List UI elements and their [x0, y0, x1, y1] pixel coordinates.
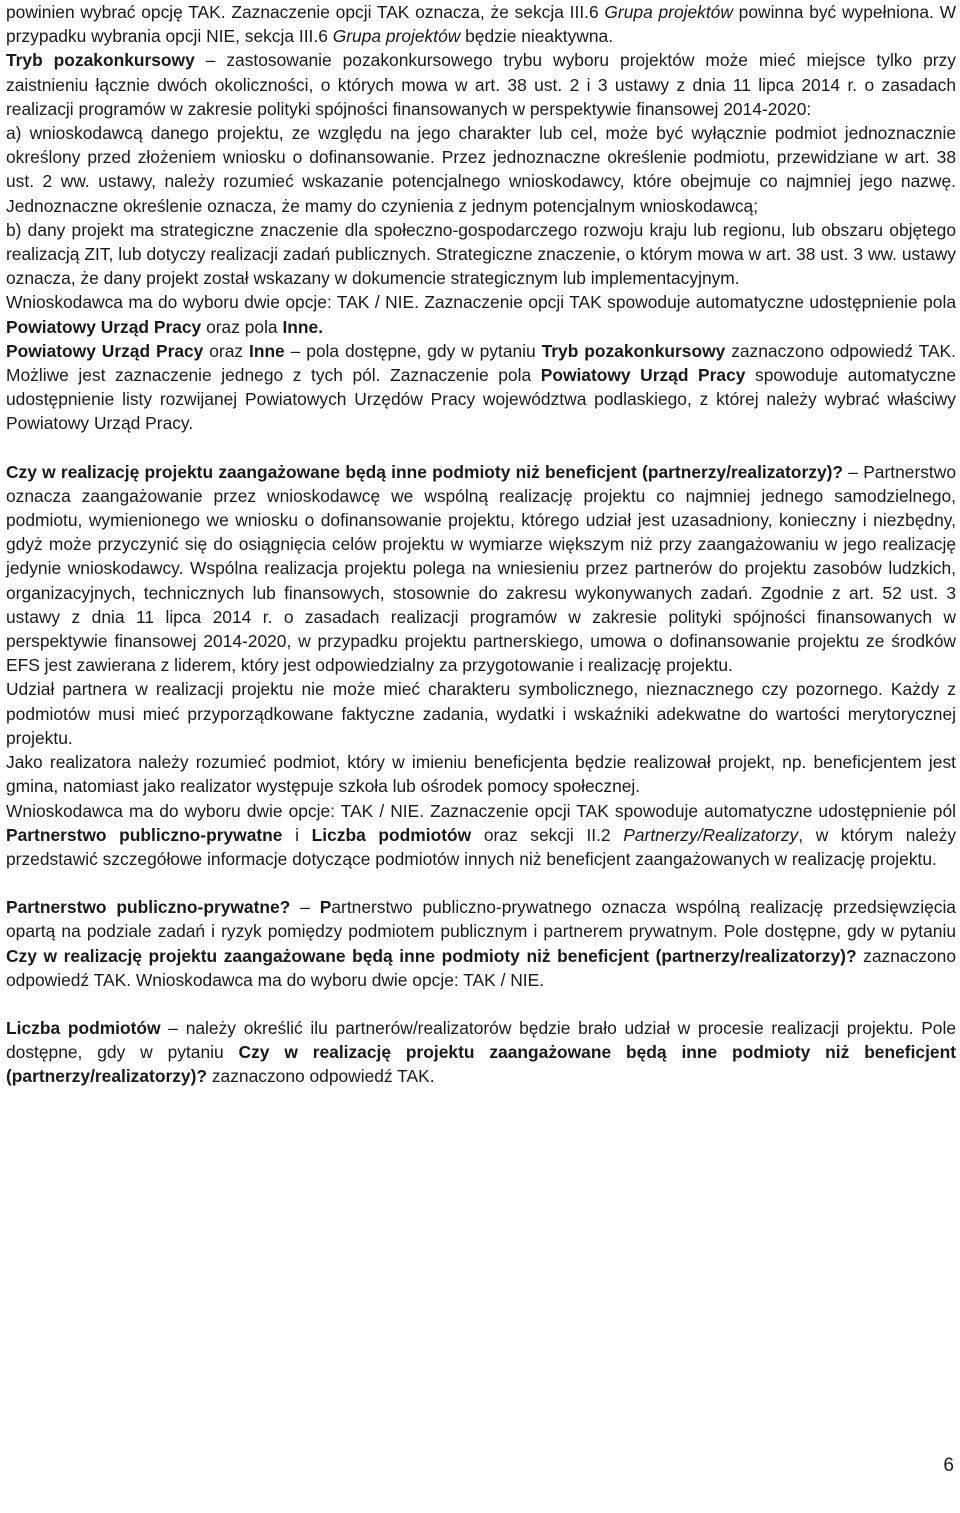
text: Wnioskodawca ma do wyboru dwie opcje: TAK / NIE. Zaznaczenie opcji TAK spowoduje automatyczne udostępnienie pola	[6, 292, 956, 313]
paragraph-options-partnerstwo	[6, 799, 956, 872]
bold-term: Czy w realizację projektu zaangażowane będą inne podmioty niż beneficjent (partnerzy/realizatorzy)?	[6, 945, 857, 966]
text: spowoduje automatyczne udostępnienie listy rozwijanej Powiatowych Urzędów Pracy województwa podlaskiego, z której należy wybrać właściwy Powiatowy Urząd Pracy.	[6, 365, 956, 434]
paragraph-ppp	[6, 895, 956, 992]
text: oraz sekcji II.2	[471, 824, 624, 845]
italic-term: Grupa projektów	[604, 2, 733, 22]
text: powinna być wypełniona. W przypadku wybrania opcji NIE, sekcja III.6	[6, 2, 957, 47]
paragraph-options-tak-nie	[6, 290, 956, 338]
text: oraz	[203, 340, 249, 361]
text: powinien wybrać opcję TAK. Zaznaczenie opcji TAK oznacza, że sekcja III.6	[6, 2, 605, 22]
text: – pola dostępne, gdy w pytaniu	[284, 340, 542, 361]
bold-term: Inne	[248, 340, 285, 361]
text: będzie nieaktywna.	[460, 26, 614, 47]
italic-term: Grupa projektów	[332, 26, 461, 47]
text: artnerstwo publiczno-prywatnego oznacza wspólną realizację przedsięwzięcia opartą na podziale zadań i ryzyk pomiędzy podmiotem publicznym i partnerem prywatnym. Pole dostępne, gdy w pytaniu	[6, 897, 956, 942]
text: – zastosowanie pozakonkursowego trybu wyboru projektów może mieć miejsce tylko przy zaistnieniu łącznie dwóch okoliczności, o których mowa w art. 38 ust. 2 i 3 ustawy z dnia 11 lipca 2014 r. o zasadach realizacji programów w zakresie polityki spójności finansowanych w perspektywie finansowej 2014-2020:	[6, 50, 956, 119]
paragraph-partnerzy	[6, 460, 956, 678]
bold-term: Partnerstwo publiczno-prywatne?	[6, 897, 291, 918]
text: – należy określić ilu partnerów/realizatorów będzie brało udział w procesie realizacji projektu. Pole dostępne, gdy w pytaniu	[6, 1017, 956, 1063]
paragraph-realizator: Jako realizatora należy rozumieć podmiot, który w imieniu beneficjenta będzie realizował projekt, np. beneficjentem jest gmina, natomiast jako realizator występuje szkoła lub ośrodek pomocy społecznej.	[6, 752, 956, 797]
text: – Partnerstwo oznacza zaangażowanie przez wnioskodawcę we wspólną realizację projektu co najmniej jednego samodzielnego, podmiotu, wymienionego we wniosku o dofinansowanie projektu, którego udział jest uzasadniony, konieczny i niezbędny, gdyż może przyczynić się do osiągnięcia celów projektu w wymiarze większym niż przy zaangażowaniu w jego realizację jedynie wnioskodawcy. Wspólna realizacja projektu polega na wniesieniu przez partnerów do projektu zasobów ludzkich, organizacyjnych, technicznych lub finansowych, stosownie do zakresu wykonywanych zadań. Zgodnie z art. 52 ust. 3 ustawy z dnia 11 lipca 2014 r. o zasadach realizacji programów w zakresie polityki spójności finansowanych w perspektywie finansowej 2014-2020, w przypadku projektu partnerskiego, umowa o dofinansowanie projektu ze środków EFS jest zawierana z liderem, który jest odpowiedzialny za przygotowanie i realizację projektu.	[6, 461, 956, 676]
bold-term: Inne.	[282, 316, 324, 337]
text: –	[290, 897, 320, 918]
bold-term: Tryb pozakonkursowy	[6, 50, 195, 71]
bold-term: Liczba podmiotów	[6, 1017, 161, 1038]
paragraph-tryb-pozakonkursowy	[6, 48, 956, 121]
paragraph-powiatowy-urzad-pracy	[6, 339, 956, 436]
paragraph-udzial-partnera: Udział partnera w realizacji projektu nie może mieć charakteru symbolicznego, nieznacznego czy pozornego. Każdy z podmiotów musi mieć przyporządkowane faktyczne zadania, wydatki i wskaźniki adekwatne do wartości merytorycznej projektu.	[6, 679, 956, 748]
bold-term: Czy w realizację projektu zaangażowane będą inne podmioty niż beneficjent (partnerzy/realizatorzy)?	[6, 461, 844, 482]
text: , w którym należy przedstawić szczegółowe informacje dotyczące podmiotów innych niż beneficjent zaangażowanych w realizację projektu.	[6, 824, 957, 869]
bold-term: Liczba podmiotów	[311, 824, 472, 845]
bold-term: Czy w realizację projektu zaangażowane będą inne podmioty niż beneficjent (partnerzy/realizatorzy)?	[6, 1042, 956, 1087]
paragraph-liczba-podmiotow	[6, 1016, 956, 1089]
paragraph-gap	[6, 436, 956, 460]
text: i	[282, 824, 312, 845]
text: oraz pola	[201, 316, 283, 337]
paragraph-gap	[6, 992, 956, 1016]
bold-term: Partnerstwo publiczno-prywatne	[6, 824, 283, 845]
paragraph-gap	[6, 871, 956, 895]
bold-term: P	[319, 897, 332, 918]
page-number: 6	[943, 1455, 954, 1476]
bold-term: Powiatowy Urząd Pracy	[540, 365, 746, 386]
document-page	[6, 0, 956, 1089]
bold-term: Powiatowy Urząd Pracy	[6, 340, 204, 361]
paragraph-point-b: b) dany projekt ma strategiczne znaczenie dla społeczno-gospodarczego rozwoju kraju lub regionu, lub obszaru objętego realizacją ZIT, lub dotyczy realizacji zadań publicznych. Strategiczne znaczenie, o którym mowa w art. 38 ust. 3 ww. ustawy oznacza, że dany projekt został wskazany w dokumencie strategicznym lub implementacyjnym.	[6, 219, 956, 289]
bold-term: Tryb pozakonkursowy	[541, 340, 726, 361]
paragraph-grupa-projektow	[6, 0, 956, 48]
text: zaznaczono odpowiedź TAK. Wnioskodawca ma do wyboru dwie opcje: TAK / NIE.	[6, 945, 956, 990]
text: Wnioskodawca ma do wyboru dwie opcje: TAK / NIE. Zaznaczenie opcji TAK spowoduje automatyczne udostępnienie pól	[6, 800, 956, 821]
italic-term: Partnerzy/Realizatorzy	[623, 824, 799, 845]
bold-term: Powiatowy Urząd Pracy	[6, 316, 202, 337]
text: zaznaczono odpowiedź TAK.	[207, 1066, 435, 1087]
text: zaznaczono odpowiedź TAK. Możliwe jest zaznaczenie jednego z tych pól. Zaznaczenie pola	[6, 340, 956, 386]
paragraph-point-a: a) wnioskodawcą danego projektu, ze względu na jego charakter lub cel, może być wyłącznie podmiot jednoznacznie określony przed złożeniem wniosku o dofinansowanie. Przez jednoznaczne określenie podmiotu, przewidziane w art. 38 ust. 2 ww. ustawy, należy rozumieć wskazanie potencjalnego wnioskodawcy, które obejmuje co najmniej jego nazwę. Jednoznaczne określenie oznacza, że mamy do czynienia z jednym potencjalnym wnioskodawcą;	[6, 123, 956, 216]
